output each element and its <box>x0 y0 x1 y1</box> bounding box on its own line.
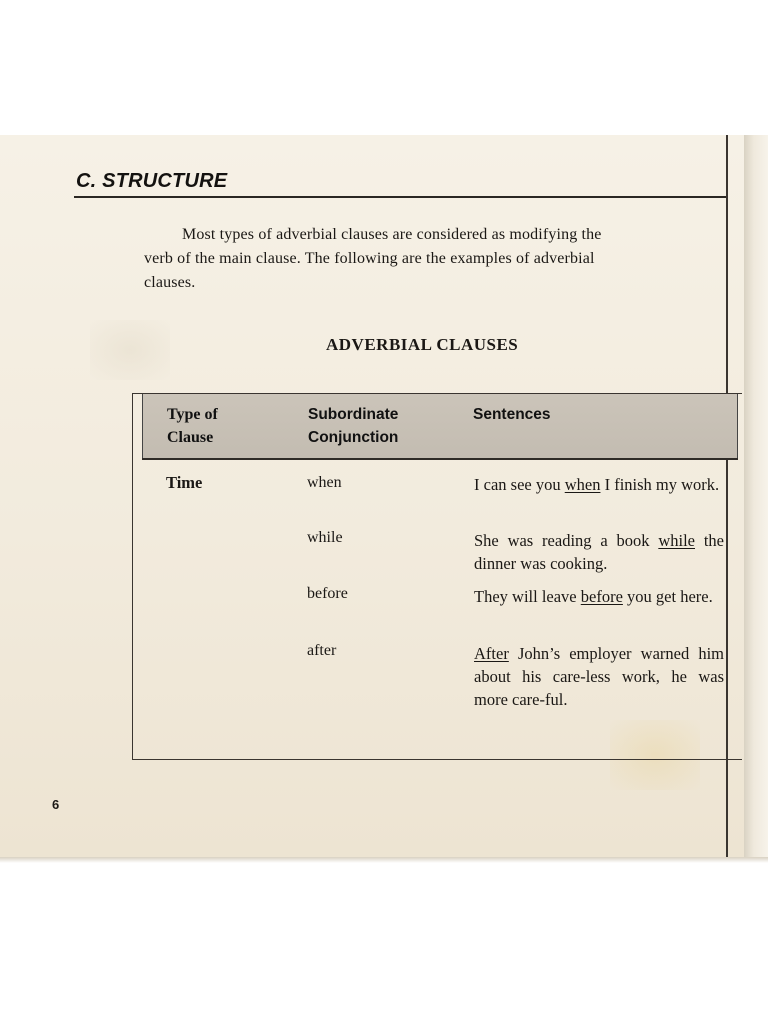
page-number: 6 <box>52 797 60 812</box>
conjunction-cell: when <box>307 474 342 491</box>
page-shadow <box>0 857 768 863</box>
table-title: ADVERBIAL CLAUSES <box>326 335 519 354</box>
header-type-of-clause: Type of Clause <box>167 406 218 446</box>
intro-line: Most types of adverbial clauses are considered as modifying the <box>182 226 602 243</box>
sentence-cell: They will leave before you get here. <box>474 587 713 606</box>
header-subordinate-conjunction: Subordinate Conjunction <box>308 406 399 446</box>
header-sentences: Sentences <box>473 406 551 423</box>
underlined-conjunction: After <box>474 644 509 663</box>
table-header-rule <box>142 458 738 460</box>
intro-paragraph <box>144 223 744 295</box>
sentence-cell: I can see you when I finish my work. <box>474 475 720 494</box>
sentence-cell: After John’s employer warned him about his care-less work, he was more care-ful. <box>474 644 724 709</box>
conjunction-cell: after <box>307 642 337 659</box>
page-edge <box>744 135 768 857</box>
conjunction-cell: before <box>307 585 348 602</box>
intro-line: clauses. <box>144 274 196 291</box>
clause-type-cell: Time <box>166 473 203 492</box>
section-heading: C. STRUCTURE <box>76 170 228 192</box>
table-header-row <box>142 394 738 458</box>
section-rule <box>74 196 726 198</box>
intro-line: verb of the main clause. The following are the examples of adverbial <box>144 250 595 267</box>
underlined-conjunction: while <box>658 531 695 550</box>
conjunction-cell: while <box>307 529 343 546</box>
underlined-conjunction: when <box>564 475 601 494</box>
sentence-cell: She was reading a book while the dinner was cooking. <box>474 531 724 573</box>
paper-stain <box>90 320 170 380</box>
underlined-conjunction: before <box>580 587 623 606</box>
